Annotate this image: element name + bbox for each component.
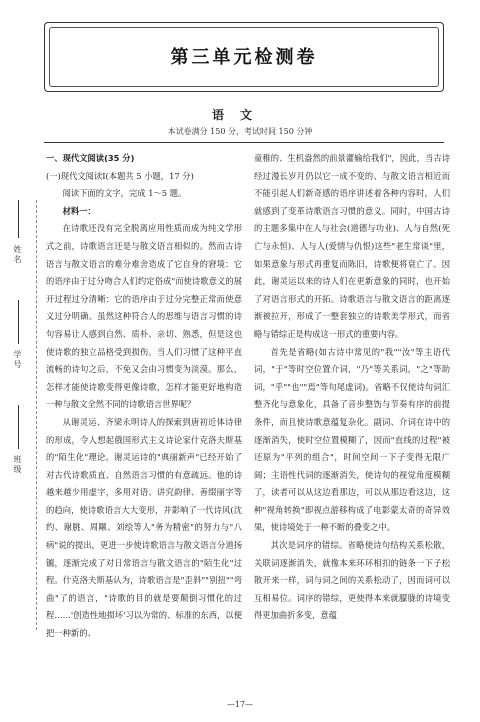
side-label-name: 姓名: [13, 245, 22, 265]
name-blank-line: [18, 200, 19, 238]
right-paragraph-1: 童稚的、生机盎然的前景灌输给我们"，因此，当古诗经过漫长岁月仍以它一成不变的、与散文语言相近而不能引起人们新奇感的语序讲述着各种内容时，人们就感到了变革诗歌语言习惯的意义。同时，中国古诗的主题多集中在人与社会(道德与功业)、人与自然(死亡与永恒)、人与人(爱情与仇恨)这些"老生常谈"里，如果意象与形式再重复而陈旧，诗歌便将衰亡了。因此，谢灵运以来的诗人们在更新意象的同时，也开始了对语言形式的开拓。诗歌语言与散文语言的距离逐渐被拉开，形成了一整套独立的诗歌美学形式，而省略与错综正是构成这一形式的重要内容。: [254, 153, 450, 339]
side-label-class: 班级: [13, 455, 22, 475]
class-blank-line: [18, 405, 19, 449]
subject-label: 语文: [211, 108, 268, 122]
header-divider: [44, 142, 444, 143]
title-box: [44, 22, 444, 92]
unit-test-title: 第三单元检测卷: [170, 47, 318, 68]
reading-instruction: 阅读下面的文字，完成 1～5 题。: [62, 188, 187, 199]
right-paragraph-3: 其次是词序的错综。省略使诗句结构关系松散，关联词逐渐消失，就像本来环环相扣的链条一下子松散开来一样，词与词之间的关系松动了，因而词可以互相易位。词序的错综，更使得本来就朦胧的诗境变得更加曲折多变，意蕴: [254, 540, 450, 621]
binding-line: [36, 200, 37, 630]
left-column: [46, 150, 242, 643]
section-heading: 一、现代文阅读(35 分): [46, 153, 135, 163]
right-paragraph-2: 首先是省略(如古诗中常见的"我""汝"等主语代词，"于"等时空位置介词，"乃"等关系词，"之"等助词，"乎""也""焉"等句尾虚词)。省略不仅使诗句词汇整齐化与意象化，具备了音步整饬与节奏有序的前提条件，而且使诗歌意蕴复杂化。副词、介词在诗中的逐渐消失，使时空位置模糊了，因而"直线的过程"被还原为"平列的组合"，时间空间一下子变得无限广阔；主语性代词的逐渐消失，使诗句的视觉角度模糊了，读者可以从这边看那边，可以从那边看这边，这种"视角转换"即视点游移构成了电影蒙太奇的奇异效果，使诗境处于一种不断的叠变之中。: [254, 346, 450, 533]
subsection-heading: (一)现代文阅读Ⅰ(本题共 5 小题，17 分): [46, 170, 194, 181]
page-number: —17—: [226, 700, 254, 709]
student-id-blank-line: [18, 300, 19, 344]
right-column: [254, 150, 450, 625]
left-paragraph-1: 在诗歌还没有完全脱离应用性质而成为纯文学形式之前，诗歌语言还是与散文语言相似的。然而古诗语言与散文语言的难分难舍造成了它自身的窘境：它的语序由于过分吻合人们约定俗成"而使诗歌意义的展开过程过分清晰：它的语序由于过分完整正常而使意义过分明确。虽然这种符合人的思维与语言习惯的诗句容易让人感到自然、质朴、亲切、熟悉，但是这也使诗歌的独立品格受到损伤。当人们习惯了这种平直流畅的诗句之后，不免又会由习惯变为淡漠。那么，怎样才能使诗歌变得更像诗歌，怎样才能更好地构造一种与散文全然不同的诗歌语言世界呢？: [46, 223, 242, 410]
left-paragraph-2: 从谢灵运、齐梁永明诗人的探索到唐初近体诗律的形成，令人想起俄国形式主义诗论家什克洛夫斯基的"陌生化"理论。谢灵运诗的"典丽新声"已经开始了对古代诗歌质直、自然语言习惯的有意疏远。他的诗越来越少用虚字，多用对语、讲究韵律、善缀丽字等的趋向，使诗歌语言大大变形，并影响了一代诗风(沈约、谢朓、周颙、刘绘等人"务为精密"的努力与"八病"说的提出，更进一步使诗歌语言与散文语言分道扬镳，逐渐完成了对日常语言与散文语言的"陌生化"过程。什克洛夫斯基认为，诗歌语言是"歪斜""别扭""弯曲"了的语言，"诗歌的目的就是要颠倒习惯化的过程……'创造性地损坏'习以为常的、标准的东西，以便把一种新的、: [46, 416, 242, 639]
side-label-student-id: 学号: [13, 350, 22, 370]
exam-info: 本试卷满分 150 分，考试时间 150 分钟: [167, 127, 313, 136]
material-label: 材料一：: [62, 205, 96, 216]
